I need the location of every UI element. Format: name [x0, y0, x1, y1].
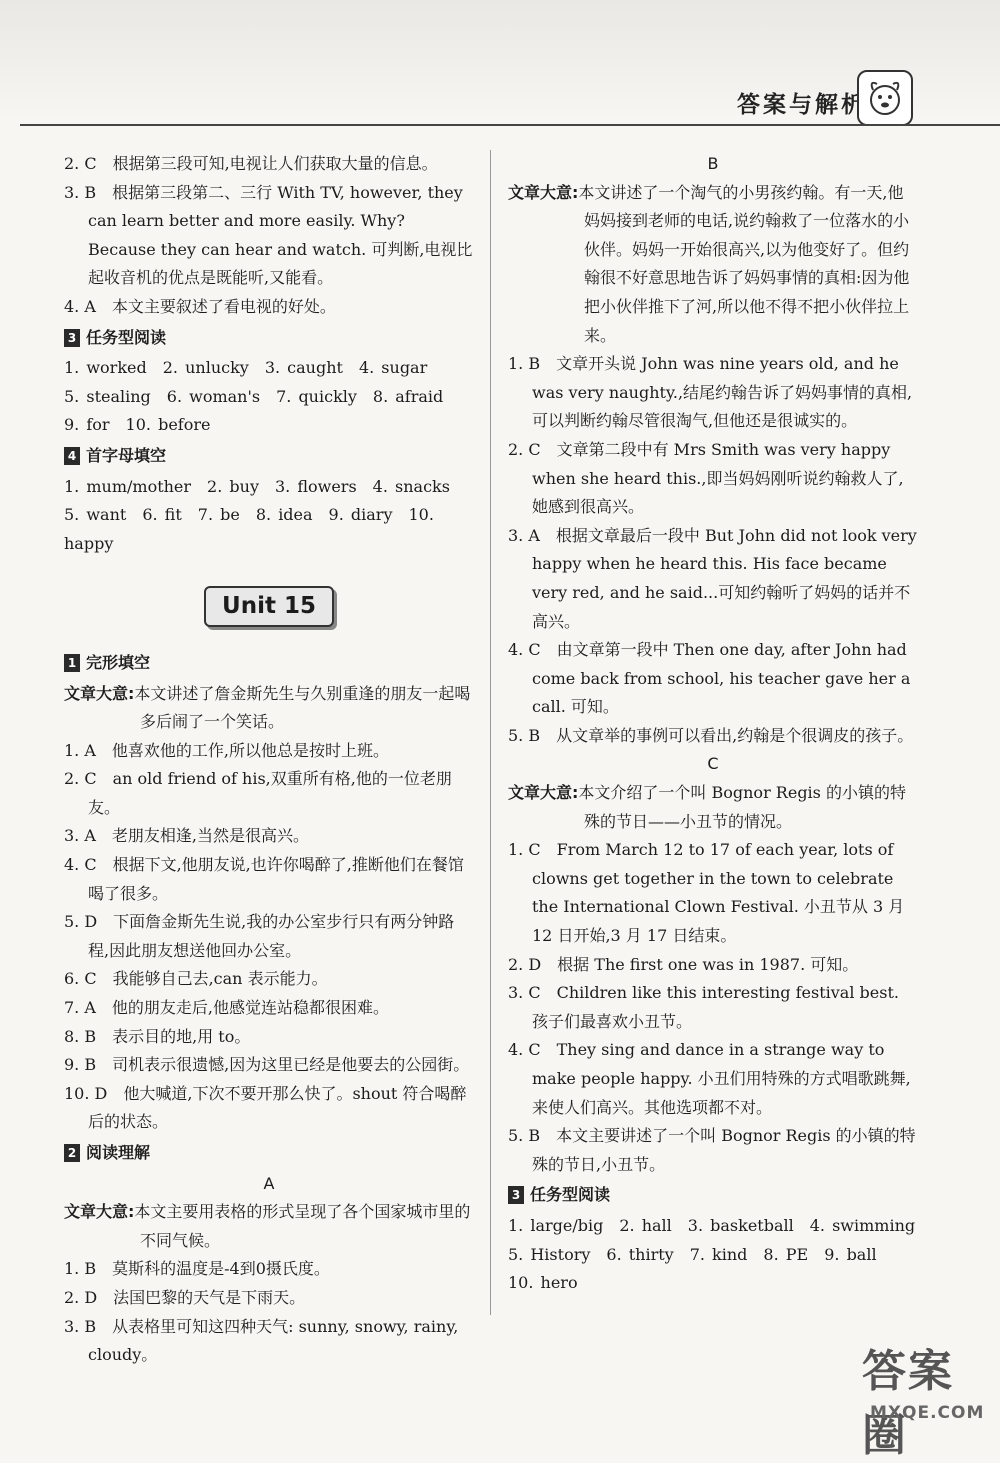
answer-row: 1. mum/mother 2. buy 3. flowers 4. snacks	[64, 476, 450, 496]
answer-item: 8. B 表示目的地,用 to。	[64, 1026, 251, 1046]
answer-row: 5. want 6. fit 7. be 8. idea 9. diary 10. happy	[64, 505, 434, 553]
section-title: 首字母填空	[86, 445, 167, 465]
answer-row: 1. worked 2. unlucky 3. caught 4. sugar	[64, 358, 428, 378]
section-heading	[64, 324, 474, 353]
summary-label: 文章大意:	[508, 182, 579, 202]
answer-row: 5. stealing 6. woman's 7. quickly 8. afraid	[64, 386, 444, 406]
summary-text: 本文讲述了一个淘气的小男孩约翰。有一天,他妈妈接到老师的电话,说约翰救了一位落水的小伙伴。妈妈一开始很高兴,以为他变好了。但约翰很不好意思地告诉了妈妈事情的真相:因为他把小伙伴推下了河,所以他不得不把小伙伴拉上来。	[578, 182, 910, 345]
section-title: 任务型阅读	[530, 1185, 611, 1205]
section-heading	[64, 649, 474, 678]
answer-item: 2. D 法国巴黎的天气是下雨天。	[64, 1287, 306, 1307]
section-heading	[64, 1139, 474, 1168]
answer-item: 5. D 下面詹金斯先生说,我的办公室步行只有两分钟路程,因此朋友想送他回办公室。	[64, 912, 455, 960]
section-heading	[508, 1181, 918, 1210]
summary-label: 文章大意:	[64, 683, 135, 703]
section-title: 阅读理解	[86, 1143, 151, 1162]
section-number-badge: 1	[64, 654, 80, 672]
section-title: 任务型阅读	[86, 327, 167, 347]
article-summary	[64, 680, 474, 737]
answer-row: 5. History 6. thirty 7. kind 8. PE 9. ball	[508, 1244, 877, 1264]
answer-row: 1. large/big 2. hall 3. basketball 4. swimming	[508, 1215, 916, 1235]
article-summary	[508, 179, 918, 351]
article-summary	[508, 779, 918, 836]
answer-item: 3. A 根据文章最后一段中 But John did not look very happy when he heard this. His face became very red, and he said...可知约翰听了妈妈的话并不高兴。	[508, 525, 917, 631]
part-label: B	[707, 154, 719, 173]
answer-item: 5. B 本文主要讲述了一个叫 Bognor Regis 的小镇的特殊的节日,小丑节。	[508, 1126, 916, 1174]
summary-text: 本文介绍了一个叫 Bognor Regis 的小镇的特殊的节日——小丑节的情况。	[578, 783, 906, 831]
answer-item: 4. C 由文章第一段中 Then one day, after John had come back from school, his teacher gave her a call. 可知。	[508, 640, 911, 717]
section-number-badge: 4	[64, 447, 80, 465]
answer-item: 6. C 我能够自己去,can 表示能力。	[64, 969, 328, 989]
left-column	[64, 150, 474, 1370]
part-label: C	[707, 754, 719, 774]
summary-label: 文章大意:	[508, 783, 579, 803]
answer-item: 3. A 老朋友相逢,当然是很高兴。	[64, 826, 309, 846]
answer-item: 10. D 他大喊道,下次不要开那么快了。shout 符合喝醉后的状态。	[64, 1083, 467, 1132]
section-number-badge: 2	[64, 1144, 80, 1162]
answer-item: 4. C They sing and dance in a strange way to make people happy. 小丑们用特殊的方式唱歌跳舞,来使人们高兴。其他选项都不对。	[508, 1040, 911, 1117]
answer-item: 2. C an old friend of his,双重所有格,他的一位老朋友。	[64, 769, 452, 817]
header-title: 答案与解析	[737, 92, 867, 118]
answer-item: 1. B 莫斯科的温度是-4到0摄氏度。	[64, 1259, 330, 1279]
answer-item: 2. D 根据 The first one was in 1987. 可知。	[508, 954, 859, 974]
answer-item: 5. B 从文章举的事例可以看出,约翰是个很调皮的孩子。	[508, 725, 914, 745]
answer-item: 3. C Children like this interesting festival best. 孩子们最喜欢小丑节。	[508, 983, 899, 1031]
article-summary	[64, 1198, 474, 1255]
answer-item: 4. C 根据下文,他朋友说,也许你喝醉了,推断他们在餐馆喝了很多。	[64, 855, 464, 903]
unit-title: Unit 15	[204, 586, 334, 627]
answer-item: 9. B 司机表示很遗憾,因为这里已经是他要去的公园街。	[64, 1055, 470, 1075]
answer-item: 2. C 根据第三段可知,电视让人们获取大量的信息。	[64, 154, 438, 173]
summary-text: 本文主要用表格的形式呈现了各个国家城市里的不同气候。	[134, 1202, 471, 1250]
answer-item: 1. A 他喜欢他的工作,所以他总是按时上班。	[64, 740, 389, 760]
section-title: 完形填空	[86, 652, 151, 672]
section-number-badge: 3	[64, 329, 80, 347]
answer-row: 9. for 10. before	[64, 415, 211, 435]
part-label: A	[263, 1173, 275, 1193]
section-number-badge: 3	[508, 1186, 524, 1204]
summary-label: 文章大意:	[64, 1202, 135, 1222]
answer-item: 7. A 他的朋友走后,他感觉连站稳都很困难。	[64, 998, 389, 1018]
mascot-logo-icon	[857, 70, 913, 126]
header-rule	[20, 124, 1000, 126]
answer-row: 10. hero	[508, 1273, 578, 1293]
answer-item: 3. B 从表格里可知这四种天气: sunny, snowy, rainy, cloudy。	[64, 1316, 459, 1365]
watermark-url: MXQE.COM	[870, 1403, 985, 1423]
answer-item: 2. C 文章第二段中有 Mrs Smith was very happy when she heard this.,即当妈妈刚听说约翰救人了,她感到很高兴。	[508, 439, 904, 517]
column-divider	[490, 150, 491, 1315]
unit-heading	[64, 586, 474, 627]
watermark-logo	[862, 1335, 997, 1461]
answer-item: 1. B 文章开头说 John was nine years old, and he was very naughty.,结尾约翰告诉了妈妈事情的真相,可以判断约翰尽管很淘气,但他还是很诚实的。	[508, 354, 913, 431]
watermark-text: 答案圈	[862, 1346, 954, 1461]
summary-text: 本文讲述了詹金斯先生与久别重逢的朋友一起喝多后闹了一个笑话。	[134, 683, 471, 732]
section-heading	[64, 442, 474, 471]
answer-item: 3. B 根据第三段第二、三行 With TV, however, they can learn better and more easily. Why? Because they can hear and watch. 可判断,电视比起收音机的优点是既能听,又能看。	[64, 182, 473, 288]
right-column	[508, 150, 918, 1298]
answer-item: 4. A 本文主要叙述了看电视的好处。	[64, 296, 336, 316]
answer-item: 1. C From March 12 to 17 of each year, lots of clowns get together in the town to celebrate the International Clown Festival. 小丑节从 3 月 12 日开始,3 月 17 日结束。	[508, 840, 905, 946]
